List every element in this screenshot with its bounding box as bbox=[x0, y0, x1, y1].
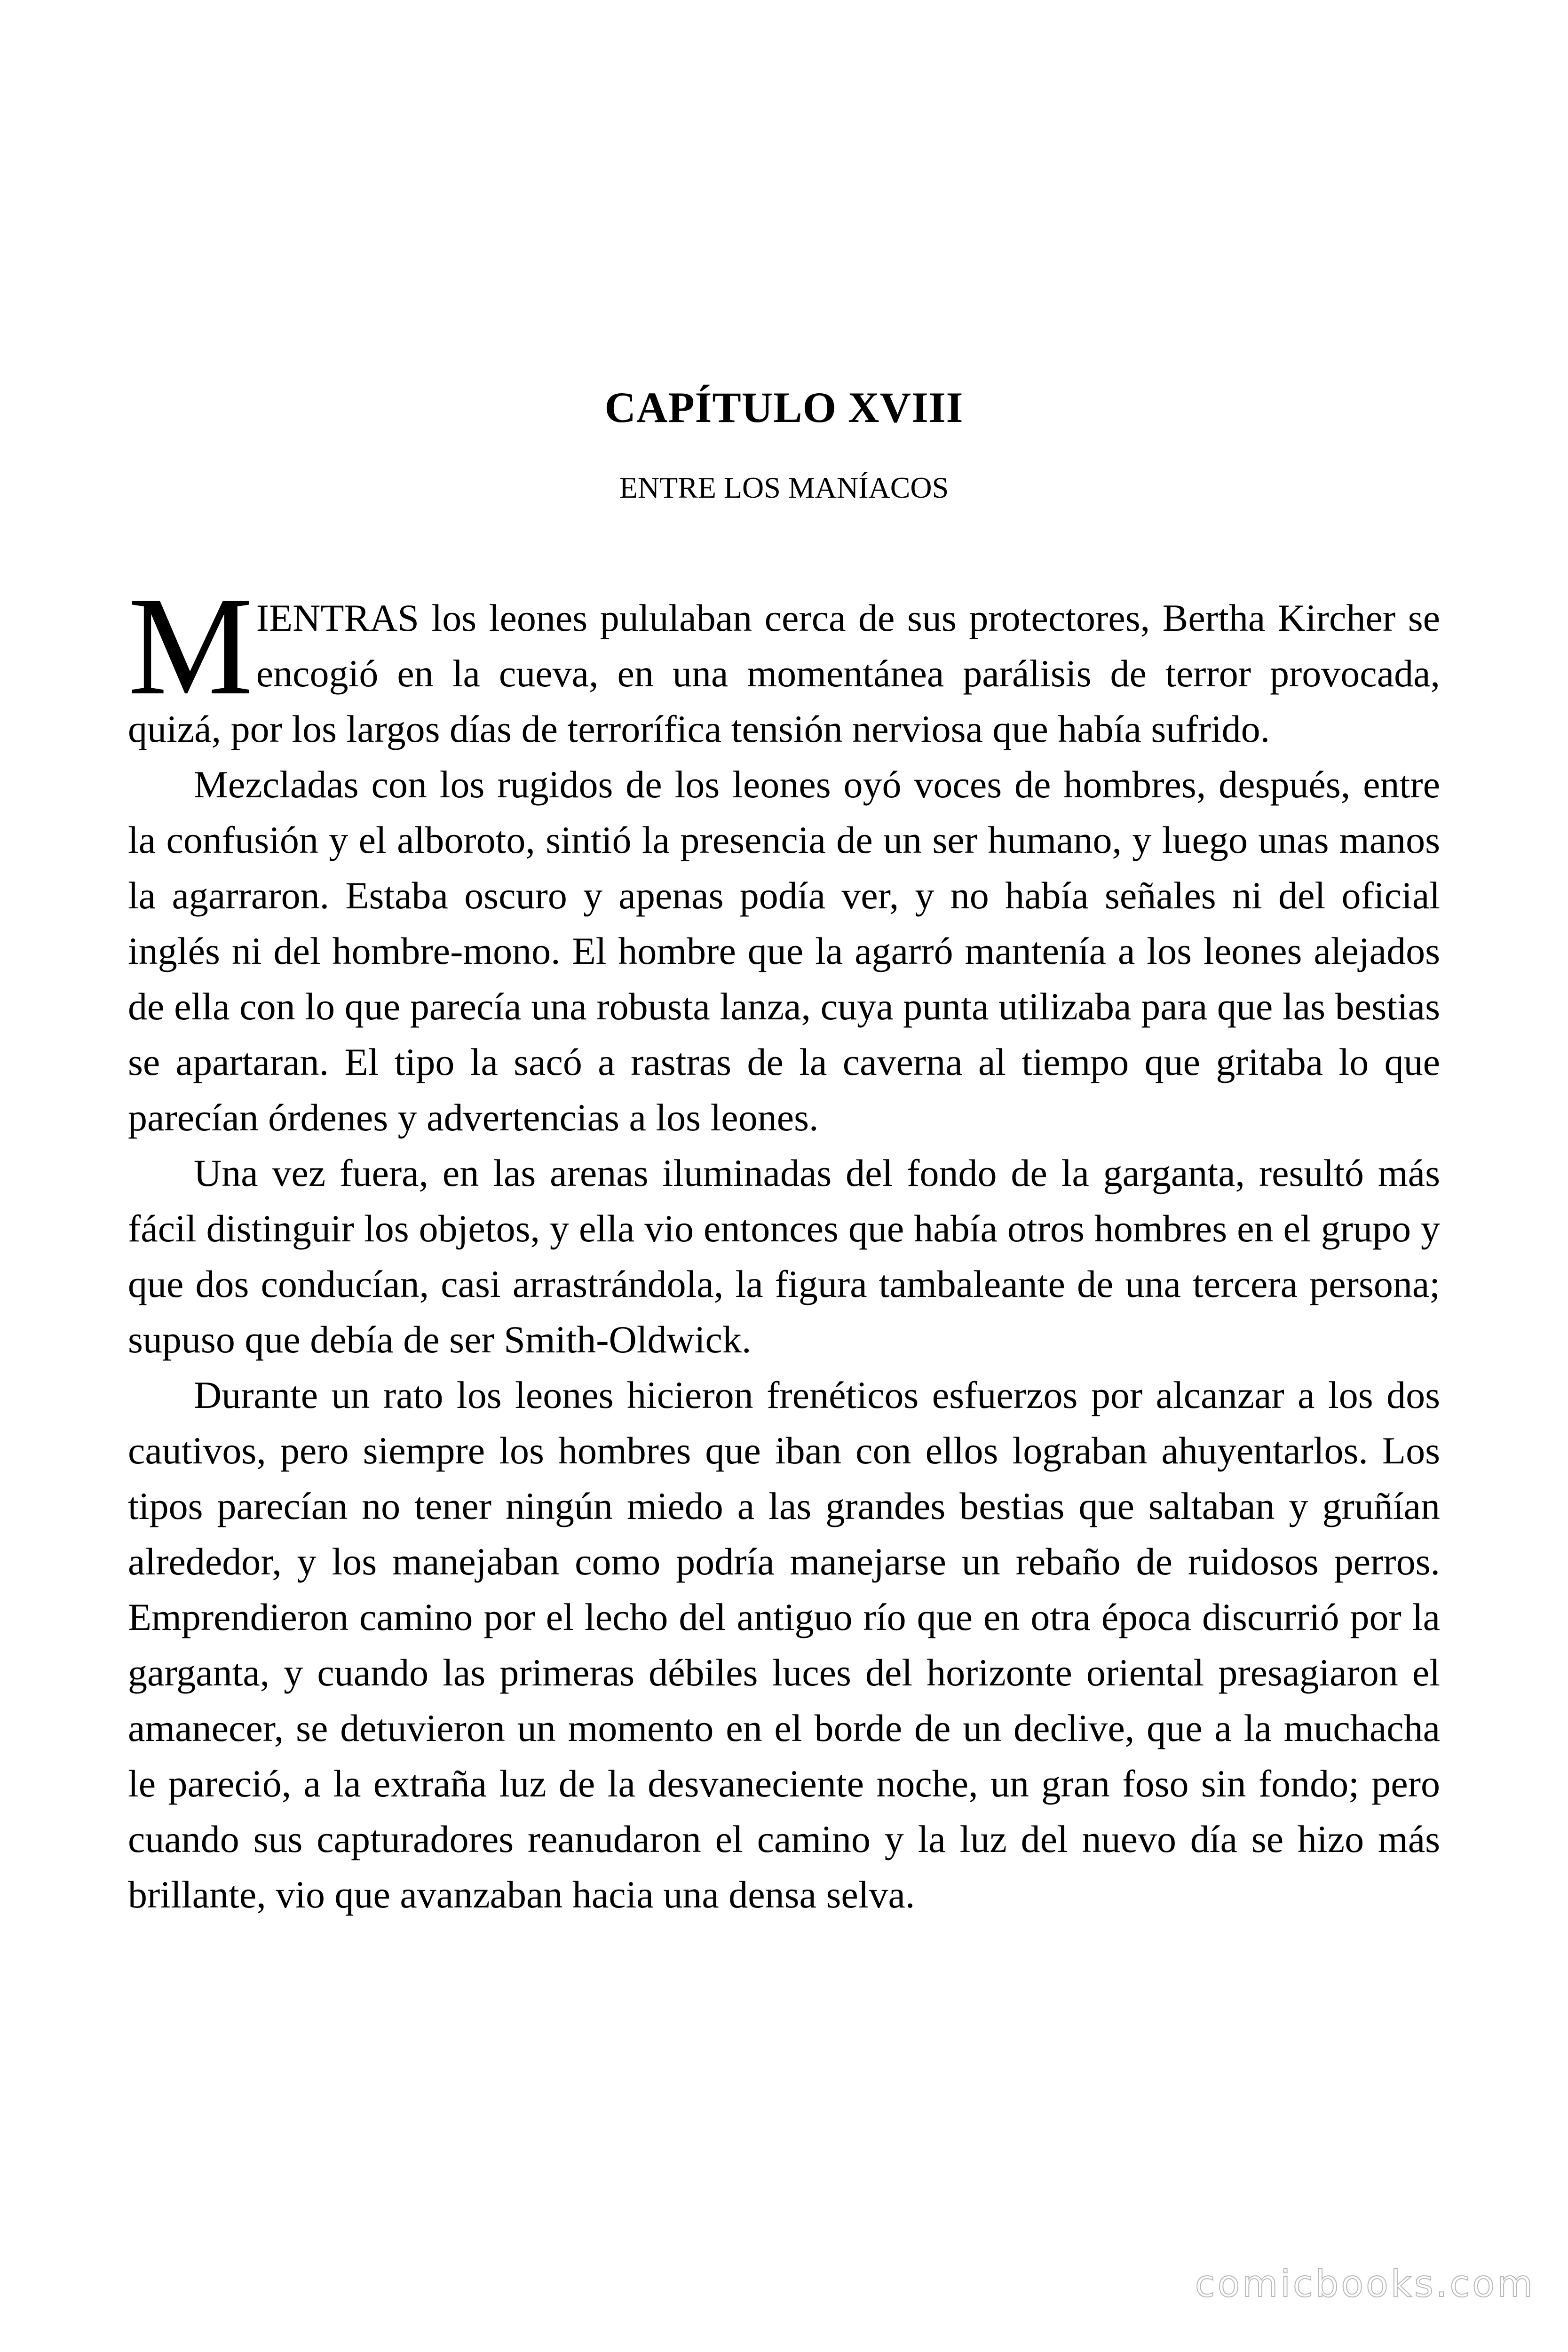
paragraph-text: IENTRAS los leones pululaban cerca de sus protectores, Bertha Kircher se encogió en la cueva, en una momentánea parálisis de terror provocada, quizá, por los largos días de terrorífica tensión nerviosa que había sufrido. bbox=[128, 596, 1440, 750]
drop-cap: M bbox=[128, 568, 253, 724]
watermark-logo: comicbooks.com bbox=[1195, 2263, 1535, 2305]
paragraph-2: Mezcladas con los rugidos de los leones oyó voces de hombres, después, entre la confusión y el alboroto, sintió la presencia de un ser humano, y luego unas manos la agarraron. Estaba oscuro y apenas podía ver, y no había señales ni del oficial inglés ni del hombre-mono. El hombre que la agarró mantenía a los leones alejados de ella con lo que parecía una robusta lanza, cuya punta utilizaba para que las bestias se apartaran. El tipo la sacó a rastras de la caverna al tiempo que gritaba lo que parecían órdenes y advertencias a los leones. bbox=[128, 763, 1440, 1139]
chapter-title: CAPÍTULO XVIII bbox=[604, 383, 964, 431]
paragraph-3: Una vez fuera, en las arenas iluminadas del fondo de la garganta, resultó más fácil distinguir los objetos, y ella vio entonces que había otros hombres en el grupo y que dos conducían, casi arrastrándola, la figura tambaleante de una tercera persona; supuso que debía de ser Smith-Oldwick. bbox=[128, 1152, 1440, 1361]
paragraph-4: Durante un rato los leones hicieron frenéticos esfuerzos por alcanzar a los dos cautivos, pero siempre los hombres que iban con ellos lograban ahuyentarlos. Los tipos parecían no tener ningún miedo a las grandes bestias que saltaban y gruñían alrededor, y los manejaban como podría manejarse un rebaño de ruidosos perros. Emprendieron camino por el lecho del antiguo río que en otra época discurrió por la garganta, y cuando las primeras débiles luces del horizonte oriental presagiaron el amanecer, se detuvieron un momento en el borde de un declive, que a la muchacha le pareció, a la extraña luz de la desvaneciente noche, un gran foso sin fondo; pero cuando sus capturadores reanudaron el camino y la luz del nuevo día se hizo más brillante, vio que avanzaban hacia una densa selva. bbox=[128, 1374, 1440, 1916]
paragraph-1 bbox=[128, 568, 1440, 757]
chapter-subtitle: ENTRE LOS MANÍACOS bbox=[619, 471, 949, 504]
chapter-body bbox=[128, 568, 1440, 1923]
